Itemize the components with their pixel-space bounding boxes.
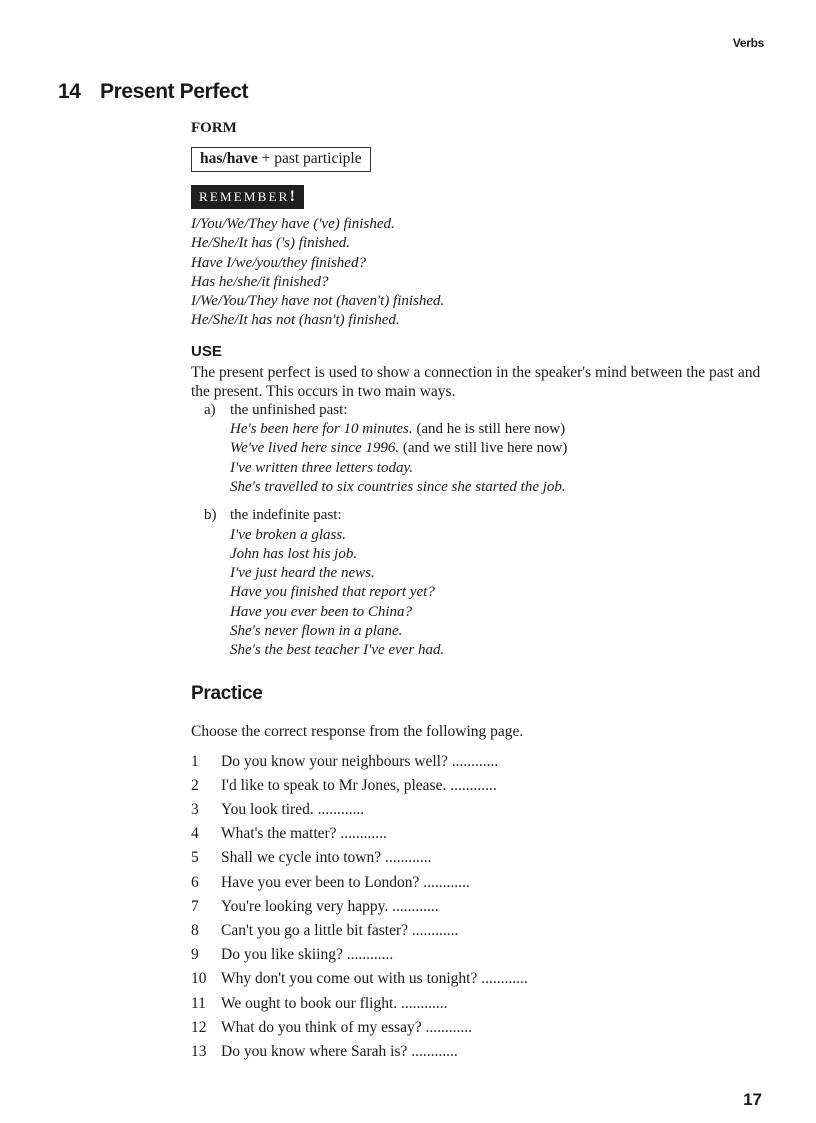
question-text: Do you know where Sarah is? ............ [221,1042,458,1060]
example-line [230,603,771,622]
content [191,120,771,1067]
use-b-heading: the indefinite past: [230,507,342,524]
question-row [191,1019,771,1043]
question-row [191,777,771,801]
question-row [191,825,771,849]
form-box [191,147,371,172]
example-line [230,641,771,660]
question-number: 12 [191,1018,207,1036]
question-text: What's the matter? ............ [221,825,387,843]
question-row [191,898,771,922]
question-number: 2 [191,776,199,794]
example-italic: She's travelled to six countries since she started the job. [230,478,566,495]
question-row [191,946,771,970]
unit-number: 14 [58,80,81,103]
question-text: Can't you go a little bit faster? ............ [221,921,459,939]
example-line [230,420,771,439]
question-row [191,753,771,777]
example-italic: I've written three letters today. [230,459,414,476]
question-number: 13 [191,1042,207,1060]
example-line [230,526,771,545]
question-number: 10 [191,970,207,988]
practice-instruction: Choose the correct response from the following page. [191,722,524,740]
example-italic: He's been here for 10 minutes. [230,421,413,438]
question-list [191,753,771,1067]
use-intro: The present perfect is used to show a connection in the speaker's mind between the past and the present. This occurs in two main ways. [191,363,761,400]
form-box-bold: has/have [200,150,258,167]
form-box-rest: + past participle [257,150,362,167]
page-number: 17 [743,1090,762,1109]
question-number: 3 [191,801,199,819]
remember-line: I/You/We/They have ('ve) finished. [191,216,395,232]
question-text: Do you know your neighbours well? ............ [221,752,499,770]
use-label: USE [191,342,222,360]
remember-line: I/We/You/They have not (haven't) finished. [191,293,445,310]
question-text: Have you ever been to London? ............ [221,873,470,891]
remember-line: He/She/It has ('s) finished. [191,235,351,252]
question-text: I'd like to speak to Mr Jones, please. ............ [221,776,497,794]
example-note: (and we still live here now) [399,440,568,457]
example-line [230,564,771,583]
question-row [191,922,771,946]
example-line [230,583,771,602]
remember-lines [191,215,771,331]
example-line [230,459,771,478]
use-section-b [204,506,771,660]
use-b-label: b) [204,507,217,524]
example-italic: I've just heard the news. [230,565,375,582]
example-italic: She's the best teacher I've ever had. [230,642,445,659]
question-number: 8 [191,921,199,939]
unit-title-text: Present Perfect [100,80,249,103]
use-a-heading: the unfinished past: [230,401,348,418]
question-row [191,874,771,898]
question-text: You're looking very happy. ............ [221,897,439,915]
use-section-a [204,401,771,497]
question-row [191,1043,771,1067]
example-line [230,622,771,641]
running-head: Verbs [732,36,764,50]
remember-line: Have I/we/you/they finished? [191,254,366,271]
question-number: 4 [191,825,199,843]
question-text: You look tired. ............ [221,801,365,819]
question-text: Do you like skiing? ............ [221,946,394,964]
question-row [191,995,771,1019]
question-text: What do you think of my essay? ............ [221,1018,472,1036]
question-text: Why don't you come out with us tonight? ............ [221,970,528,988]
question-number: 6 [191,873,199,891]
form-label: FORM [191,120,237,136]
example-italic: John has lost his job. [230,545,358,562]
question-number: 1 [191,752,199,770]
question-text: Shall we cycle into town? ............ [221,849,432,867]
question-number: 9 [191,946,199,964]
practice-title: Practice [191,682,263,704]
use-a-label: a) [204,401,216,418]
remember-bang: ! [289,188,298,205]
example-italic: Have you ever been to China? [230,603,413,620]
question-row [191,801,771,825]
example-italic: We've lived here since 1996. [230,440,400,457]
unit-title [58,80,248,104]
remember-line: He/She/It has not (hasn't) finished. [191,312,400,329]
remember-badge [191,185,304,209]
example-italic: She's never flown in a plane. [230,623,403,640]
question-text: We ought to book our flight. ............ [221,994,448,1012]
question-row [191,849,771,873]
example-note: (and he is still here now) [412,421,566,438]
question-row [191,970,771,994]
question-number: 5 [191,849,199,867]
example-line [230,478,771,497]
question-number: 7 [191,897,199,915]
remember-line: Has he/she/it finished? [191,273,329,290]
example-italic: Have you finished that report yet? [230,584,435,601]
example-line [230,439,771,458]
example-italic: I've broken a glass. [230,526,346,543]
question-number: 11 [191,994,206,1012]
remember-text: REMEMBER [199,189,290,204]
example-line [230,545,771,564]
